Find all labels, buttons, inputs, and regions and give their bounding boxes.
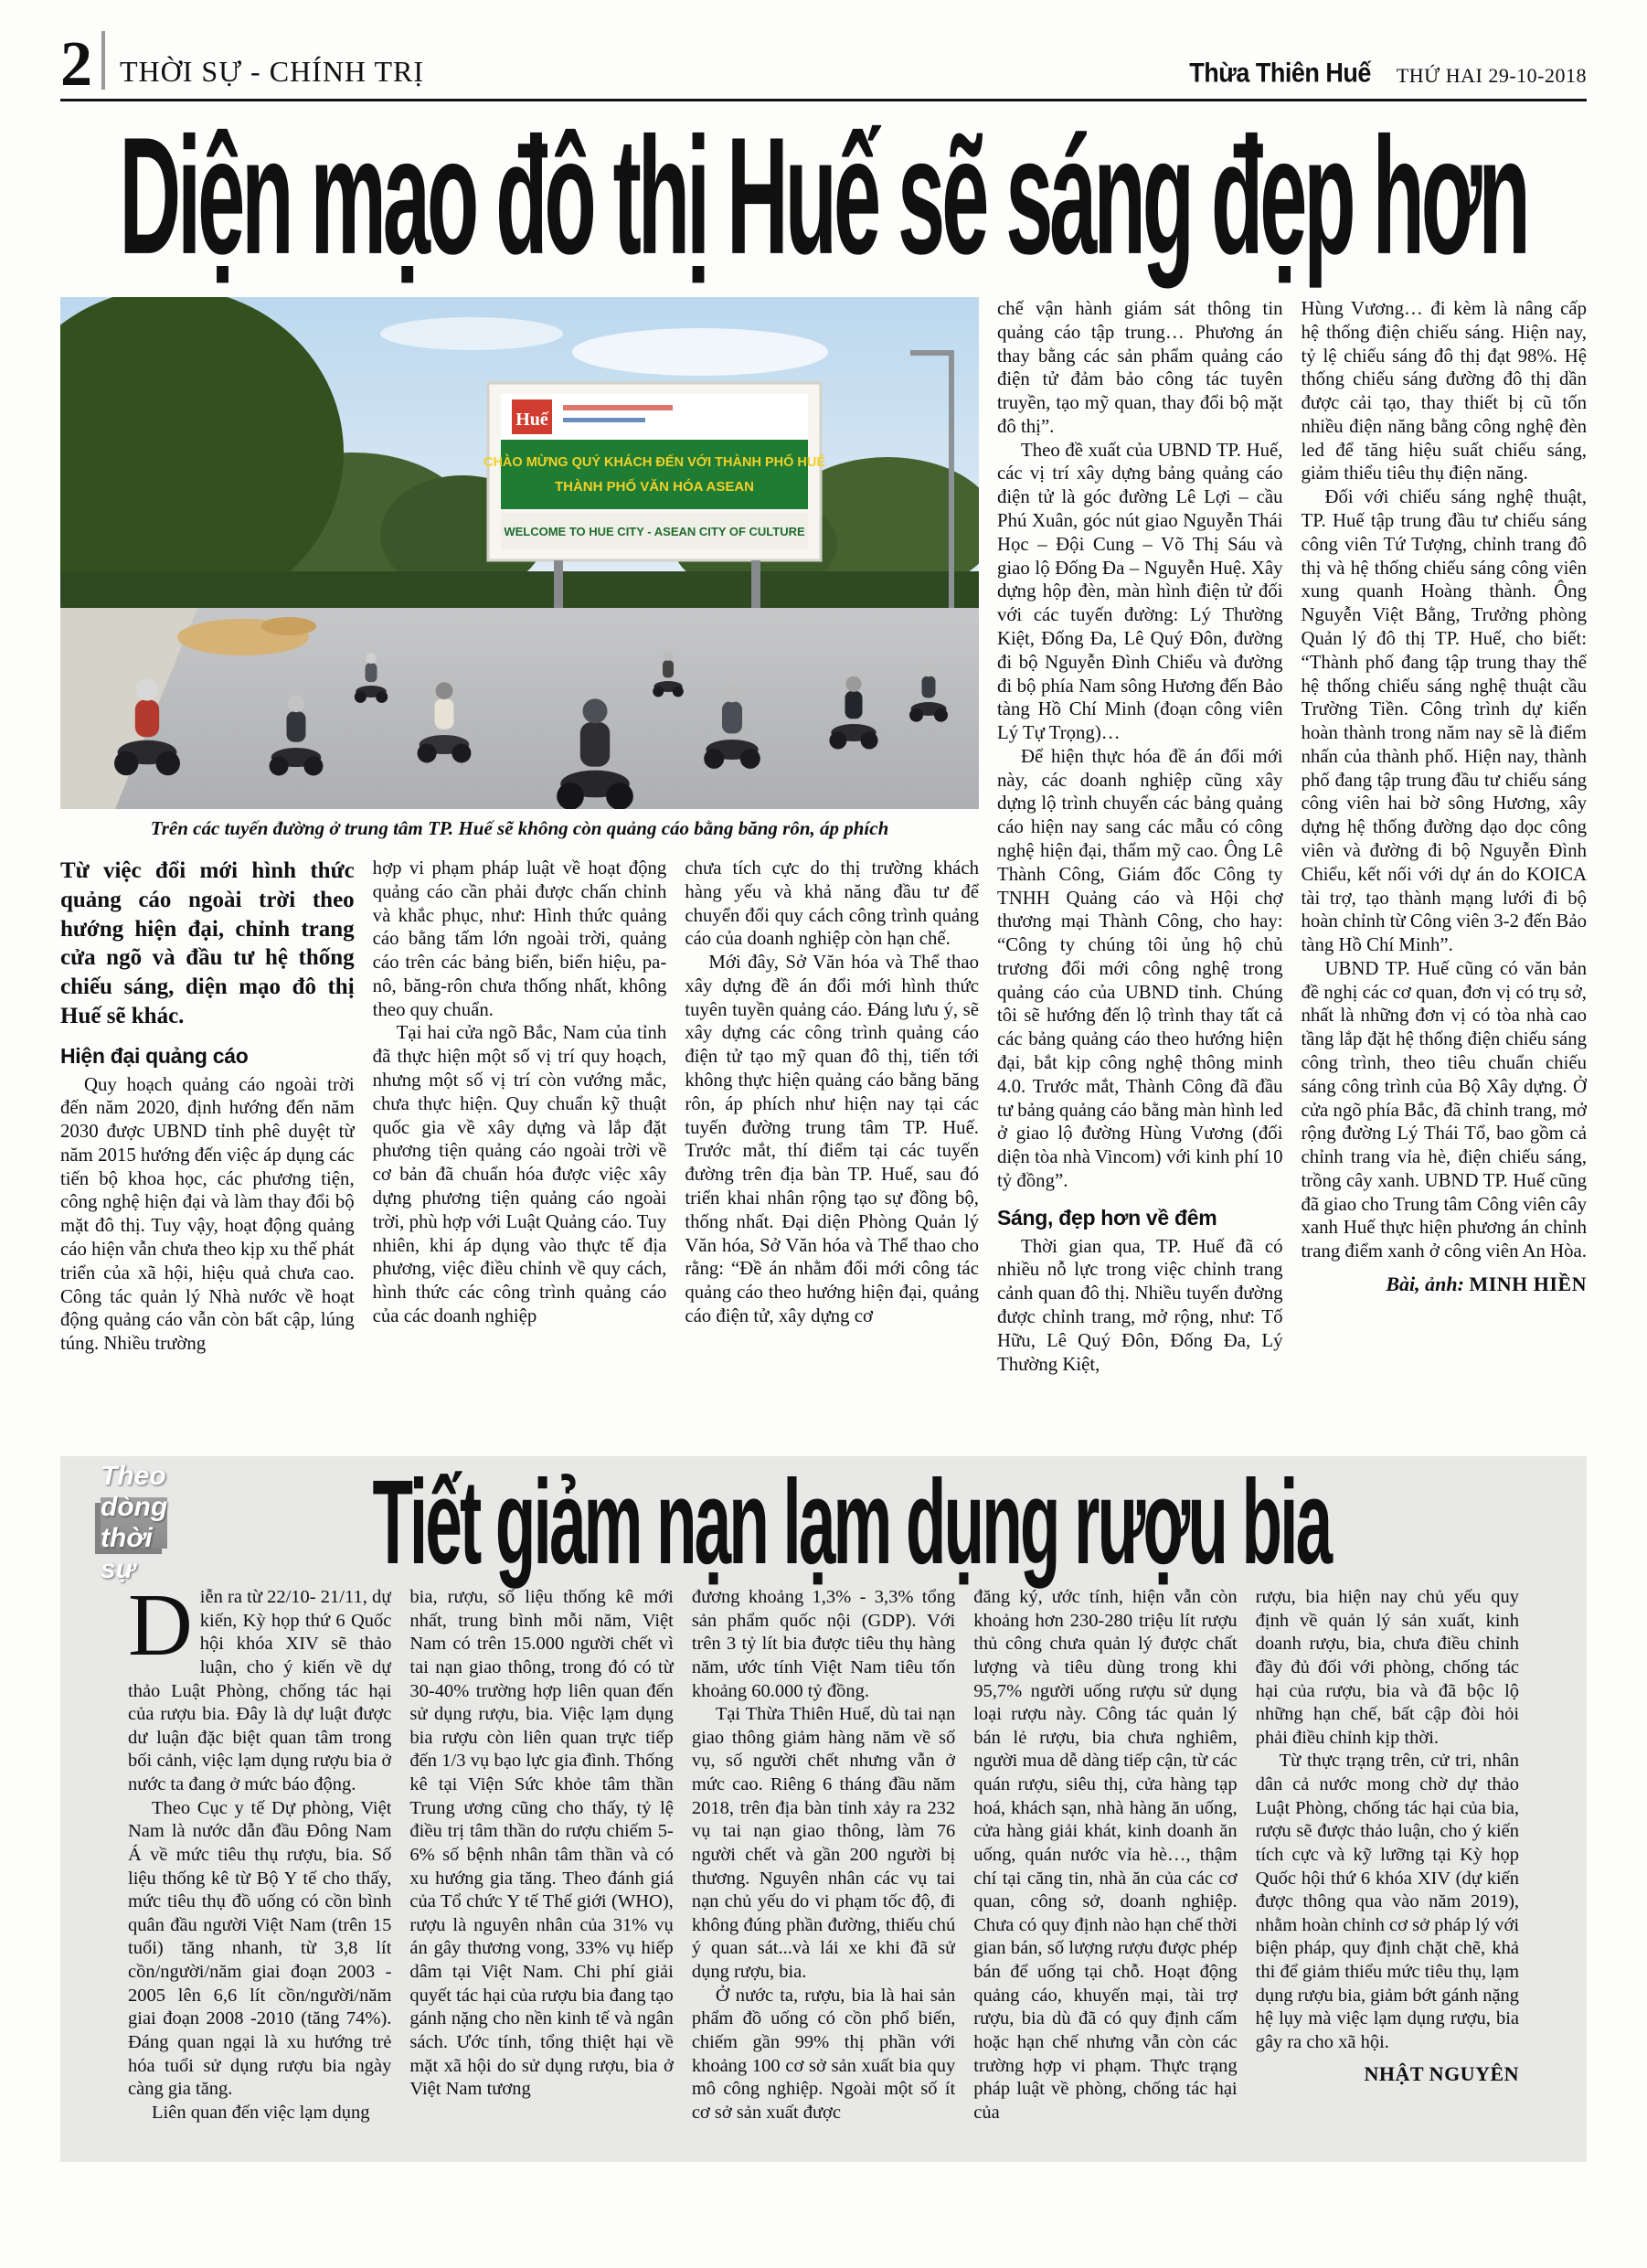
article-paragraph: Tại hai cửa ngõ Bắc, Nam của tỉnh đã thực hiện một số vị trí quy hoạch, nhưng một số vị trí còn vướng mắc, chưa thực hiện. Quy chuẩn kỹ thuật quốc gia về xây dựng và lắp đặt phương tiện quảng cáo ngoài trời về cơ bản đã chuẩn hóa được việc xây dựng phương tiện quảng cáo ngoài trời, phù hợp với Luật Quảng cáo. Tuy nhiên, khi áp dụng vào thực tế địa phương, việc điều chỉnh về quy cách, hình thức các công trình quảng cáo của các doanh nghiệp [372,1022,667,1326]
article-paragraph: đăng ký, ước tính, hiện vẫn còn khoảng hơn 230-280 triệu lít rượu thủ công chưa quản lý được chất lượng và tiêu dùng trong khi 95,7% người uống rượu sử dụng loại rượu này. Công tác quản lý bán lẻ rượu, bia chưa nghiêm, người mua dễ dàng tiếp cận, từ các quán rượu, siêu thị, cửa hàng tạp hoá, khách sạn, nhà hàng ăn uống, cửa hàng giải khát, kinh doanh ăn uống, quán nước vỉa hè…, thậm chí tại căng tin, nhà ăn của các cơ quan, công sở, doanh nghiệp. Chưa có quy định nào hạn chế thời gian bán, số lượng rượu được phép bán để uống tại chỗ. Hoạt động quảng cáo, khuyến mại, tài trợ rượu, bia dù đã có quy định cấm hoặc hạn chế nhưng vẫn còn các trường hợp vi phạm. Thực trạng pháp luật về phòng, chống tác hại của [973,1587,1238,2123]
street-light-pole [949,352,954,608]
text-column [685,857,979,1398]
article-paragraph: hợp vi phạm pháp luật về hoạt động quảng cáo cần phải được chấn chỉnh và khắc phục, như: Hình thức quảng cáo bằng tấm lớn ngoài trời, quảng cáo trên các bảng biển, biển hiệu, pa-nô, băng-rôn chưa thống nhất, không theo quy chuẩn. [372,857,667,1020]
article-paragraph: Từ thực trạng trên, cử tri, nhân dân cả nước mong chờ dự thảo Luật Phòng, chống tác hại của bia, rượu sẽ được thảo luận, cho ý kiến tích cực và kỹ lưỡng tại Kỳ họp Quốc hội thứ 6 khóa XIV (dự kiến được thông qua vào năm 2019), nhằm hoàn chỉnh cơ sở pháp lý với biện pháp, quy định chặt chẽ, khả thi để giảm thiểu mức tiêu thụ, lạm dụng rượu bia, giảm bớt gánh nặng hệ lụy mà việc lạm dụng rượu, bia gây ra cho xã hội. [1255,1751,1520,2052]
article-paragraph: Hùng Vương… đi kèm là nâng cấp hệ thống điện chiếu sáng. Hiện nay, tỷ lệ chiếu sáng đô thị đạt 98%. Hệ thống chiếu sáng đường đô thị dần được cải tạo, thay thiết bị cũ tốn nhiều điện năng bằng công nghệ đèn led để tăng hiệu suất chiếu sáng, giảm thiểu tiêu thụ điện năng. [1301,298,1587,484]
article-lead: Từ việc đổi mới hình thức quảng cáo ngoài trời theo hướng hiện đại, chỉnh trang cửa ngõ và đầu tư hệ thống chiếu sáng, diện mạo đô thị Huế sẽ khác. [60,858,355,1028]
page-number: 2 [60,28,92,100]
article-paragraph: đương khoảng 1,3% - 3,3% tổng sản phẩm quốc nội (GDP). Với trên 3 tỷ lít bia được tiêu thụ hàng năm, ước tính Việt Nam tiêu tốn khoảng 60.000 tỷ đồng. [691,1587,956,1701]
article-paragraph: Đối với chiếu sáng nghệ thuật, TP. Huế tập trung đầu tư chiếu sáng công viên Tứ Tượng, chỉnh trang đô thị và hệ thống chiếu sáng công viên xung quanh Hoàng thành. Ông Nguyễn Việt Bằng, Trưởng phòng Quản lý đô thị TP. Huế, cho biết: “Thành phố đang tập trung thay thế hệ thống chiếu sáng nghệ thuật cầu Trường Tiền. Công trình dự kiến hoàn thành trong năm nay sẽ là điểm nhấn của thành phố. Hiện nay, thành phố đang tập trung đầu tư chiếu sáng công viên hai bờ sông Hương, xây dựng hệ thống đường dạo dọc công viên và đường đi bộ Nguyễn Đình Chiểu, kết nối với dự án do KOICA tài trợ, tạo thành mạng lưới đi bộ hoàn chỉnh từ Công viên 3-2 đến Bảo tàng Hồ Chí Minh”. [1301,486,1587,956]
main-article-right [997,297,1587,1429]
street-photo-illustration [60,297,979,809]
main-article-columns-right [997,297,1587,1429]
cloud [380,317,563,350]
article-paragraph: Liên quan đến việc lạm dụng [152,2102,370,2123]
second-article-columns [128,1586,1519,2178]
article-byline: Bài, ảnh: MINH HIỀN [1386,1272,1587,1296]
article-paragraph: bia, rượu, số liệu thống kê mới nhất, trung bình mỗi năm, Việt Nam có trên 15.000 người chết vì tai nạn giao thông, trong đó có từ 30-40% trường hợp liên quan đến sử dụng rượu, bia. Việc lạm dụng bia rượu còn liên quan trực tiếp đến 1/3 vụ bạo lực gia đình. Thống kê tại Viện Sức khỏe tâm thần Trung ương cũng cho thấy, tỷ lệ điều trị tâm thần do rượu chiếm 5-6% số bệnh nhân tâm thần và có xu hướng gia tăng. Theo đánh giá của Tổ chức Y tế Thế giới (WHO), rượu là nguyên nhân của 31% vụ án gây thương vong, 33% vụ hiếp dâm tại Việt Nam. Chi phí giải quyết tác hại của rượu bia đang tạo gánh nặng cho nền kinh tế và ngân sách. Ước tính, tổng thiệt hại về mặt xã hội do sử dụng rượu, bia ở Việt Nam tương [409,1587,674,2100]
main-headline [60,101,1587,292]
billboard-line2: THÀNH PHỐ VĂN HÓA ASEAN [554,479,755,495]
text-column [1302,297,1588,1429]
text-column [692,1586,955,2178]
second-headline [167,1455,1535,1590]
text-column [1256,1586,1519,2178]
article-paragraph: Để hiện thực hóa đề án đổi mới này, các doanh nghiệp cũng xây dựng lộ trình chuyển các bảng quảng cáo hiện nay sang các mẫu có công nghệ hiện đại, thẩm mỹ cao. Ông Lê Thành Công, Giám đốc Công ty TNHH Quảng cáo và Hội chợ thương mại Thành Công, cho hay: “Công ty chúng tôi ủng hộ chủ trương đổi mới công nghệ trong quảng cáo của UBND tỉnh. Chúng tôi sẽ hướng đến lộ trình thay tất cả các bảng quảng cáo theo hướng hiện đại, bắt kịp công nghệ thông minh 4.0. Trước mắt, Thành Công đã đầu tư bảng quảng cáo bằng màn hình led ở giao lộ đường Hùng Vương (đối diện tòa nhà Vincom) với kinh phí 10 tỷ đồng”. [997,745,1283,1191]
billboard-line3: WELCOME TO HUE CITY - ASEAN CITY OF CULTURE [504,525,805,538]
second-article-header [101,1455,1519,1590]
section-title: THỜI SỰ - CHÍNH TRỊ [120,55,424,88]
article-paragraph: rượu, bia hiện nay chủ yếu quy định về quản lý sản xuất, kinh doanh rượu, bia, chưa điều chỉnh đầy đủ đối với phòng, chống tác hại của rượu, bia và đã bộc lộ những hạn chế, bất cập đòi hỏi phải điều chỉnh kịp thời. [1255,1587,1520,1748]
sand-pile [261,617,316,635]
hedge [60,571,979,613]
article-paragraph: chưa tích cực do thị trường khách hàng yếu và khả năng đầu tư để chuyển đổi quy cách công trình quảng cáo của doanh nghiệp còn hạn chế. [685,857,980,950]
photo-caption: Trên các tuyến đường ở trung tâm TP. Huế sẽ không còn quảng cáo bằng băng rôn, áp phích [150,817,889,839]
article-paragraph: Theo Cục y tế Dự phòng, Việt Nam là nước dẫn đầu Đông Nam Á về mức tiêu thụ rượu, bia. Số liệu thống kê từ Bộ Y tế cho thấy, mức tiêu thụ đồ uống có cồn bình quân đầu người Việt Nam (trên 15 tuổi) tăng nhanh, từ 3,8 lít cồn/người/năm giai đoạn 2003 - 2005 lên 6,6 lít cồn/người/năm giai đoạn 2008 -2010 (tăng 74%). Đáng quan ngại là xu hướng trẻ hóa tuổi sử dụng rượu bia ngày càng gia tăng. [128,1797,392,2100]
article-paragraph: Diễn ra từ 22/10- 21/11, dự kiến, Kỳ họp thứ 6 Quốc hội khóa XIV sẽ thảo luận, cho ý kiến về dự thảo Luật Phòng, chống tác hại của rượu bia. Đây là dự luật được dư luận đặc biệt quan tâm trong bối cảnh, việc lạm dụng rượu bia ở nước ta đang ở mức báo động. [128,1586,392,1794]
billboard-line1: CHÀO MỪNG QUÝ KHÁCH ĐẾN VỚI THÀNH PHỐ HUẾ [483,455,826,470]
street-light-arm [910,350,954,356]
article-paragraph: UBND TP. Huế cũng có văn bản đề nghị các cơ quan, đơn vị có trụ sở, nhất là những đơn vị có tòa nhà cao tầng lắp đặt hệ thống điện chiếu sáng công trình, theo tiêu chuẩn chiếu sáng công trình của Bộ Xây dựng. Ở cửa ngõ phía Bắc, đã chỉnh trang, mở rộng đường Lý Thái Tổ, bao gồm cả chỉnh trang vỉa hè, điện chiếu sáng, trồng cây xanh. UBND TP. Huế cũng đã giao cho Trung tâm Công viên cây xanh Huế thực hiện phương án chỉnh trang điểm xanh ở công viên An Hòa. [1301,957,1587,1262]
text-column [373,857,667,1398]
page-header [60,0,1587,101]
header-right [1189,59,1587,91]
second-headline-text: Tiết giảm nạn lạm dụng rượu bia [372,1455,1331,1590]
drop-cap: D [128,1586,193,1675]
kicker-badge: Theo dòng thời sự [101,1461,168,1584]
article-paragraph: Ở nước ta, rượu, bia là hai sản phẩm đồ uống có cồn phổ biến, chiếm gần 99% thị phần với khoảng 100 cơ sở sản xuất bia quy mô công nghiệp. Ngoài một số ít cơ sở sản xuất được [691,1985,956,2123]
article-paragraph: Mới đây, Sở Văn hóa và Thể thao xây dựng đề án đổi mới hình thức tuyên tuyền quảng cáo. Đáng lưu ý, sẽ xây dựng các công trình quảng cáo điện tử tạo mỹ quan đô thị, tiến tới không thực hiện quảng cáo bằng băng rôn, áp phích như hiện nay tại các tuyến đường trung tâm TP. Huế. Trước mắt, thí điểm tại các tuyến đường trên địa bàn TP. Huế, sau đó triển khai nhân rộng tạo sự đồng bộ, thống nhất. Đại diện Phòng Quản lý Văn hóa, Sở Văn hóa và Thể thao cho rằng: “Đề án nhằm đổi mới công tác quảng cáo theo hướng hiện đại, quảng cáo điện tử, xây dựng cơ [685,952,980,1326]
main-article-columns-left [60,857,979,1398]
article-paragraph: Tại Thừa Thiên Huế, dù tai nạn giao thông giảm hàng năm về số vụ, số người chết nhưng vẫn ở mức cao. Riêng 6 tháng đầu năm 2018, trên địa bàn tỉnh xảy ra 232 vụ tai nạn giao thông, làm 76 người chết và gần 200 người bị thương. Nguyên nhân các vụ tai nạn chủ yếu do vi phạm tốc độ, đi không đúng phần đường, thiếu chú ý quan sát...và lái xe khi đã sử dụng rượu, bia. [691,1704,956,1982]
text-column [409,1586,673,2178]
article-paragraph: Quy hoạch quảng cáo ngoài trời đến năm 2020, định hướng đến năm 2030 được UBND tỉnh phê duyệt từ năm 2015 hướng đến việc áp dụng các tiến bộ khoa học, các phương tiện, công nghệ hiện đại và làm thay đổi bộ mặt đô thị. Tuy vậy, hoạt động quảng cáo hiện vẫn chưa theo kịp xu thế phát triển của xã hội, hiệu quả chưa cao. Công tác quản lý Nhà nước về hoạt động quảng cáo vẫn còn bất cập, lúng túng. Nhiều trường [60,1073,355,1355]
main-article-left [60,297,979,1429]
billboard-logo-text: Huế [515,410,548,430]
main-headline-text: Diện mạo đô thị Huế sẽ sáng đẹp hơn [119,102,1528,289]
text-column [973,1586,1237,2178]
article-paragraph: Thời gian qua, TP. Huế đã có nhiều nỗ lực trong việc chỉnh trang cảnh quan đô thị. Nhiều tuyến đường được chỉnh trang, mở rộng, như: Tố Hữu, Lê Quý Đôn, Đống Đa, Lý Thường Kiệt, [997,1235,1283,1375]
article-subhead: Hiện đại quảng cáo [60,1043,249,1068]
main-article [60,297,1587,1429]
article-paragraph: Theo đề xuất của UBND TP. Huế, các vị trí xây dựng bảng quảng cáo điện tử là góc đường Lê Lợi – cầu Phú Xuân, góc nút giao Nguyễn Thái Học – Đội Cung – Võ Thị Sáu và giao lộ Đống Đa – Nguyễn Huệ. Xây dựng hộp đèn, màn hình điện tử đối với các tuyến đường: Lý Thường Kiệt, Đống Đa, Lê Quý Đôn, đường đi bộ Nguyễn Đình Chiểu và đường đi bộ phía Nam sông Hương đến Bảo tàng Hồ Chí Minh (đoạn công viên Lý Tự Trọng)… [997,439,1283,744]
article-subhead: Sáng, đẹp hơn về đêm [997,1205,1217,1230]
text-column [997,297,1283,1429]
cloud [572,328,828,376]
article-paragraph: chế vận hành giám sát thông tin quảng cáo tập trung… Phương án thay bằng các sản phẩm quảng cáo điện tử đảm bảo công tác tuyên truyền, tạo mỹ quan, thay đổi bộ mặt đô thị”. [997,298,1283,437]
second-article [60,1456,1587,2162]
header-divider [101,31,105,90]
text-column [128,1586,391,2178]
masthead-logo: Thừa Thiên Huế [1189,58,1371,89]
issue-date: THỨ HAI 29-10-2018 [1396,64,1587,87]
article-byline: NHẬT NGUYÊN [1364,2061,1520,2085]
text-column [60,857,355,1398]
street-photo [60,297,979,809]
